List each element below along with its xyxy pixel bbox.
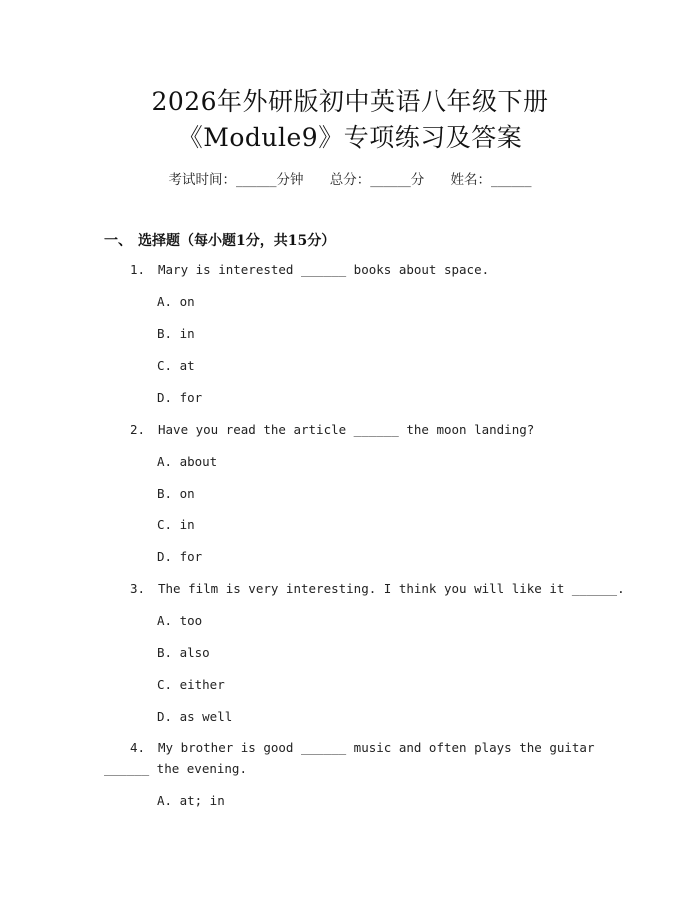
exam-info <box>0 168 700 188</box>
question-text: My brother is good ______ music and often plays the guitar <box>158 740 595 755</box>
answer-option: A. on <box>157 294 195 309</box>
question-stem <box>130 422 534 437</box>
question-stem <box>130 581 625 596</box>
question-number: 1. <box>130 262 146 277</box>
section-number: 一、 <box>104 233 132 249</box>
answer-option: C. either <box>157 677 225 692</box>
question-text: The film is very interesting. I think you will like it ______. <box>158 581 625 596</box>
answer-option: B. also <box>157 645 210 660</box>
answer-option: D. for <box>157 390 203 405</box>
answer-option: C. at <box>157 358 195 373</box>
section-title: 选择题（每小题1分，共15分） <box>138 233 336 249</box>
answer-option: A. at; in <box>157 793 225 808</box>
answer-option: D. for <box>157 549 203 564</box>
answer-option: A. about <box>157 454 218 469</box>
student-name-field: 姓名：______ <box>450 172 532 188</box>
question-text-continued: ______ the evening. <box>104 761 247 776</box>
question-number: 4. <box>130 740 146 755</box>
question-stem <box>130 740 595 755</box>
answer-option: B. in <box>157 326 195 341</box>
answer-option: B. on <box>157 486 195 501</box>
total-score-field: 总分：______分 <box>329 172 425 188</box>
question-text: Mary is interested ______ books about space. <box>158 262 490 277</box>
document-title-line-2: 《Module9》专项练习及答案 <box>177 123 523 152</box>
question-stem <box>130 262 489 277</box>
answer-option: A. too <box>157 613 203 628</box>
question-number: 2. <box>130 422 146 437</box>
answer-option: C. in <box>157 517 195 532</box>
document-title-line-1: 2026年外研版初中英语八年级下册 <box>151 87 549 116</box>
answer-option: D. as well <box>157 709 233 724</box>
question-text: Have you read the article ______ the moon landing? <box>158 422 535 437</box>
section-heading <box>104 230 335 250</box>
question-number: 3. <box>130 581 146 596</box>
exam-time-field: 考试时间：______分钟 <box>168 172 304 188</box>
